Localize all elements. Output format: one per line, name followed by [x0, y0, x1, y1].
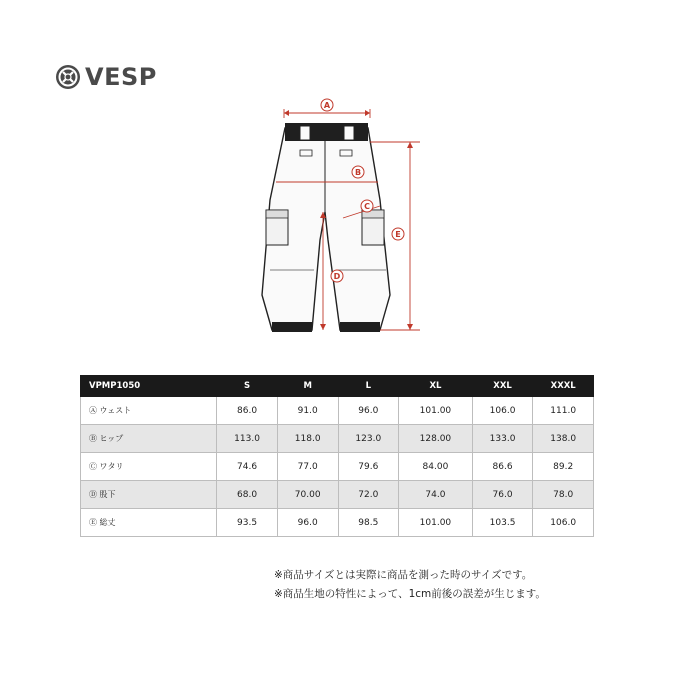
note-line: ※商品生地の特性によって、1cm前後の誤差が生じます。: [274, 588, 546, 600]
row-label-thigh: Ⓒ ワタリ: [81, 453, 217, 481]
table-cell: 103.5: [472, 509, 533, 537]
table-cell: 76.0: [472, 481, 533, 509]
table-cell: 133.0: [472, 425, 533, 453]
brand-name: VESP: [85, 63, 157, 91]
table-cell: 106.0: [472, 397, 533, 425]
size-notes: [274, 566, 546, 604]
table-cell: 86.6: [472, 453, 533, 481]
model-number: VPMP1050: [81, 376, 217, 397]
table-row: [81, 481, 594, 509]
size-header-xxxl: XXXL: [533, 376, 594, 397]
table-cell: 84.00: [399, 453, 473, 481]
table-row: [81, 425, 594, 453]
table-cell: 96.0: [338, 397, 399, 425]
table-cell: 101.00: [399, 509, 473, 537]
table-cell: 113.0: [217, 425, 278, 453]
size-header-xl: XL: [399, 376, 473, 397]
table-header-row: [81, 376, 594, 397]
label-a: A: [323, 101, 331, 110]
pants-measurement-diagram: [240, 90, 440, 345]
table-cell: 77.0: [277, 453, 338, 481]
table-cell: 138.0: [533, 425, 594, 453]
table-cell: 101.00: [399, 397, 473, 425]
label-c: C: [364, 202, 370, 211]
table-row: [81, 397, 594, 425]
size-header-l: L: [338, 376, 399, 397]
table-cell: 89.2: [533, 453, 594, 481]
vesp-roundel-icon: [55, 64, 81, 90]
table-cell: 78.0: [533, 481, 594, 509]
table-cell: 74.0: [399, 481, 473, 509]
brand-logo: [55, 64, 157, 90]
size-header-m: M: [277, 376, 338, 397]
table-cell: 93.5: [217, 509, 278, 537]
table-row: [81, 509, 594, 537]
note-line: ※商品サイズとは実際に商品を測った時のサイズです。: [274, 569, 533, 581]
table-cell: 98.5: [338, 509, 399, 537]
row-label-length: Ⓔ 総丈: [81, 509, 217, 537]
table-cell: 91.0: [277, 397, 338, 425]
size-header-xxl: XXL: [472, 376, 533, 397]
table-cell: 74.6: [217, 453, 278, 481]
row-label-waist: Ⓐ ウェスト: [81, 397, 217, 425]
label-b: B: [354, 168, 362, 177]
size-chart-table: [80, 375, 594, 537]
table-cell: 96.0: [277, 509, 338, 537]
row-label-hip: Ⓑ ヒップ: [81, 425, 217, 453]
table-cell: 79.6: [338, 453, 399, 481]
table-cell: 118.0: [277, 425, 338, 453]
table-cell: 68.0: [217, 481, 278, 509]
table-cell: 106.0: [533, 509, 594, 537]
size-header-s: S: [217, 376, 278, 397]
table-cell: 123.0: [338, 425, 399, 453]
table-row: [81, 453, 594, 481]
table-cell: 86.0: [217, 397, 278, 425]
table-cell: 72.0: [338, 481, 399, 509]
label-d: D: [333, 272, 341, 281]
table-cell: 128.00: [399, 425, 473, 453]
table-cell: 70.00: [277, 481, 338, 509]
table-cell: 111.0: [533, 397, 594, 425]
label-e: E: [395, 230, 401, 239]
row-label-inseam: Ⓓ 股下: [81, 481, 217, 509]
